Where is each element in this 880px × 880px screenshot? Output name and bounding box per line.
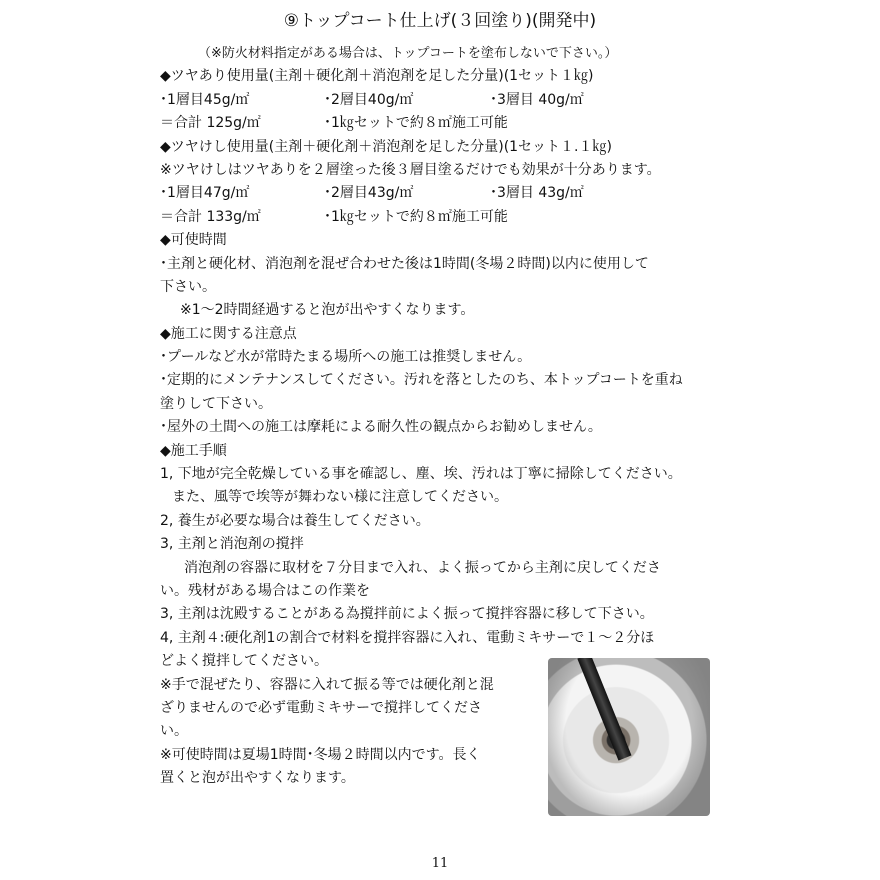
caution-item-3: ･屋外の土間への施工は摩耗による耐久性の観点からお勧めしません。 bbox=[160, 419, 602, 436]
cautions-heading: ◆施工に関する注意点 bbox=[160, 325, 297, 342]
matte-layer-1: ･1層目47g/㎡ bbox=[160, 185, 250, 202]
page-number: 11 bbox=[431, 856, 449, 871]
step-3-line-1: 消泡剤の容器に取材を７分目まで入れ、よく振ってから主剤に戻してくださ bbox=[184, 559, 661, 576]
step-3-line-2: い。残材がある場合はこの作業を bbox=[160, 582, 370, 599]
matte-layer-2: ･2層目43g/㎡ bbox=[324, 185, 414, 202]
matte-total-row bbox=[160, 206, 720, 229]
matte-heading: ◆ツヤけし使用量(主剤＋硬化剤＋消泡剤を足した分量)(1セット１.１㎏) bbox=[160, 138, 612, 155]
hand-mix-note-line-3: い。 bbox=[160, 723, 188, 740]
gloss-layer-1: ･1層目45g/㎡ bbox=[160, 91, 250, 108]
gloss-total-row bbox=[160, 112, 720, 135]
gloss-coverage: ･1㎏セットで約８㎡施工可能 bbox=[324, 115, 508, 132]
step-3b: 3, 主剤は沈殿することがある為撹拌前によく振って撹拌容器に移して下さい。 bbox=[160, 606, 654, 623]
step-4-line-1: 4, 主剤４:硬化剤1の割合で材料を撹拌容器に入れ、電動ミキサーで１～２分ほ bbox=[160, 629, 655, 646]
caution-item-1: ･プールなど水が常時たまる場所への施工は推奨しません。 bbox=[160, 349, 532, 366]
gloss-total: ＝合計 125g/㎡ bbox=[160, 115, 261, 132]
mixing-photo bbox=[548, 658, 710, 816]
gloss-layers-row bbox=[160, 89, 720, 112]
pot-time-note-line-2: 置くと泡が出やすくなります。 bbox=[160, 770, 355, 787]
pot-life-note: ※1～2時間経過すると泡が出やすくなります。 bbox=[180, 302, 475, 319]
pot-life-heading: ◆可使時間 bbox=[160, 232, 227, 249]
matte-coverage: ･1㎏セットで約８㎡施工可能 bbox=[324, 208, 508, 225]
fire-material-note: （※防火材料指定がある場合は、トップコートを塗布しないで下さい。） bbox=[198, 46, 618, 61]
matte-layers-row bbox=[160, 182, 720, 205]
step-1-line-1: 1, 下地が完全乾燥している事を確認し、塵、埃、汚れは丁寧に掃除してください。 bbox=[160, 466, 682, 483]
step-1-line-2: また、風等で埃等が舞わない様に注意してください。 bbox=[172, 489, 508, 506]
pot-time-note-line-1: ※可使時間は夏場1時間･冬場２時間以内です。長く bbox=[160, 746, 481, 763]
gloss-heading: ◆ツヤあり使用量(主剤＋硬化剤＋消泡剤を足した分量)(1セット１㎏) bbox=[160, 68, 594, 85]
pot-life-text-2: 下さい。 bbox=[160, 278, 216, 295]
hand-mix-note-line-2: ざりませんので必ず電動ミキサーで撹拌してくださ bbox=[160, 699, 482, 716]
caution-item-2-line-1: ･定期的にメンテナンスしてください。汚れを落としたのち、本トップコートを重ね bbox=[160, 372, 683, 389]
procedure-heading: ◆施工手順 bbox=[160, 442, 227, 459]
matte-note: ※ツヤけしはツヤありを２層塗った後３層目塗るだけでも効果が十分あります。 bbox=[160, 161, 661, 178]
page-title: ⑨トップコート仕上げ(３回塗り)(開発中) bbox=[283, 11, 597, 31]
step-4-line-2: どよく撹拌してください。 bbox=[160, 653, 328, 670]
hand-mix-note-line-1: ※手で混ぜたり、容器に入れて振る等では硬化剤と混 bbox=[160, 676, 494, 693]
notes-block bbox=[160, 674, 525, 791]
matte-layer-3: ･3層目 43g/㎡ bbox=[490, 185, 584, 202]
step-3-heading: 3, 主剤と消泡剤の撹拌 bbox=[160, 536, 304, 553]
photo-container-rim bbox=[548, 658, 710, 816]
matte-total: ＝合計 133g/㎡ bbox=[160, 208, 261, 225]
gloss-layer-2: ･2層目40g/㎡ bbox=[324, 91, 414, 108]
pot-life-text-1: ･主剤と硬化材、消泡剤を混ぜ合わせた後は1時間(冬場２時間)以内に使用して bbox=[160, 255, 649, 272]
caution-item-2-line-2: 塗りして下さい。 bbox=[160, 395, 272, 412]
step-2: 2, 養生が必要な場合は養生してください。 bbox=[160, 512, 430, 529]
gloss-layer-3: ･3層目 40g/㎡ bbox=[490, 91, 584, 108]
